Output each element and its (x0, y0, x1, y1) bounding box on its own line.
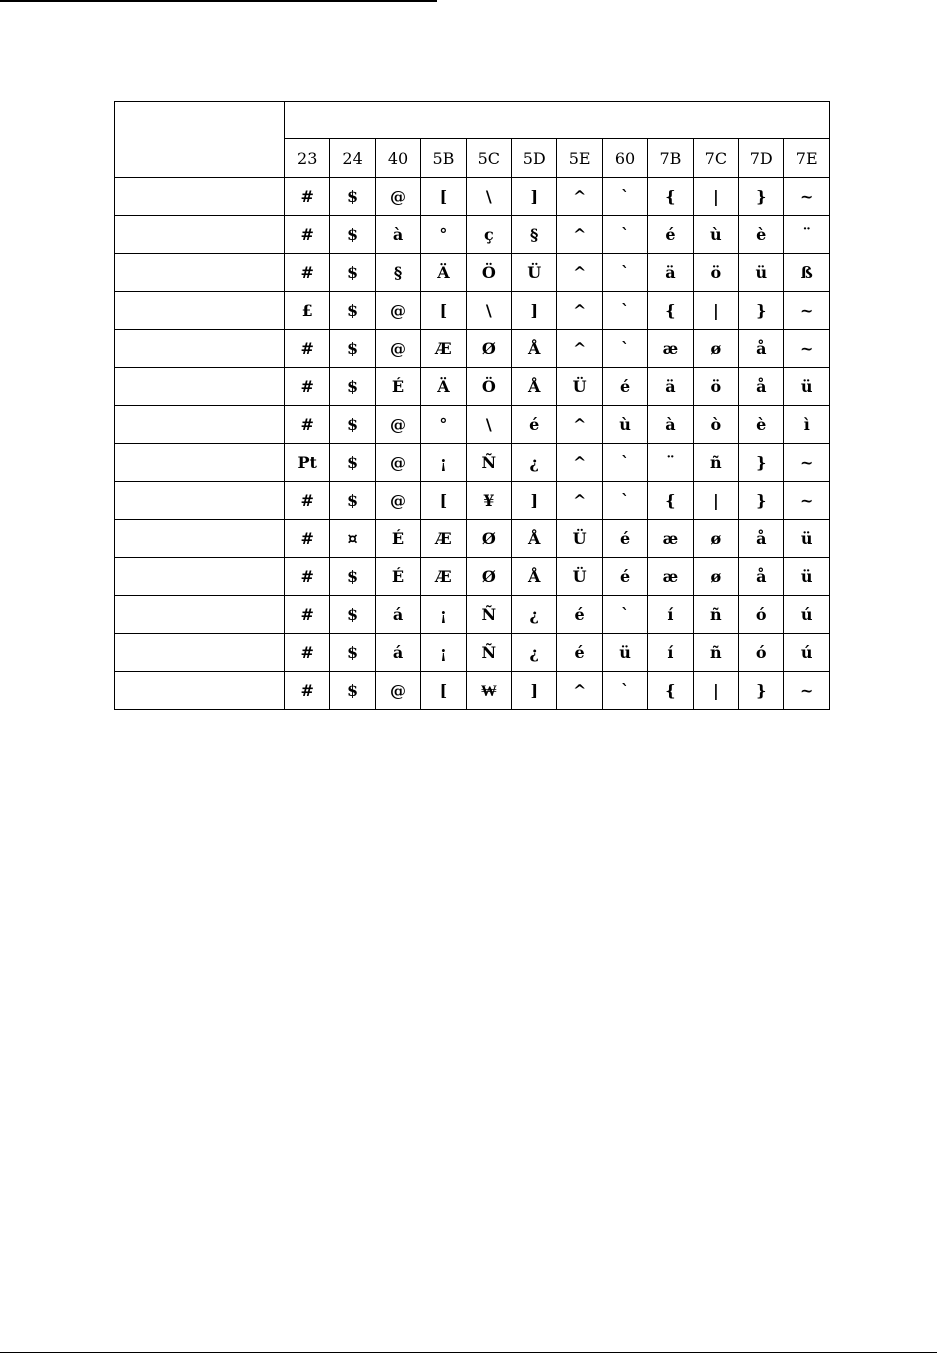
character-cell: ö (693, 368, 738, 406)
character-cell: ¡ (421, 634, 466, 672)
character-cell: ù (602, 406, 647, 444)
international-character-set-table (114, 101, 830, 710)
character-cell: É (375, 368, 420, 406)
character-cell: Ñ (466, 634, 511, 672)
character-cell: å (739, 520, 784, 558)
character-cell: Pt (285, 444, 330, 482)
character-cell: ~ (784, 444, 830, 482)
character-cell: # (285, 634, 330, 672)
character-cell: @ (375, 406, 420, 444)
character-cell: @ (375, 444, 420, 482)
row-label-cell (115, 482, 285, 520)
character-cell: ^ (557, 292, 602, 330)
character-cell: $ (330, 254, 375, 292)
character-cell: ñ (693, 634, 738, 672)
character-cell: \ (466, 406, 511, 444)
character-cell: Ñ (466, 596, 511, 634)
character-cell: # (285, 672, 330, 710)
character-cell: ] (512, 482, 557, 520)
character-cell: [ (421, 672, 466, 710)
character-cell: § (512, 216, 557, 254)
character-cell: Ø (466, 558, 511, 596)
character-cell: \ (466, 178, 511, 216)
character-cell: ¿ (512, 444, 557, 482)
character-cell: ° (421, 406, 466, 444)
character-cell: ] (512, 178, 557, 216)
character-cell: å (739, 330, 784, 368)
character-cell: Ü (557, 558, 602, 596)
character-cell: ~ (784, 178, 830, 216)
hex-code-header-cell: 7C (693, 139, 738, 178)
character-cell: ~ (784, 330, 830, 368)
row-label-cell (115, 368, 285, 406)
row-label-cell (115, 254, 285, 292)
character-cell: ~ (784, 482, 830, 520)
character-cell: ^ (557, 254, 602, 292)
character-cell: Ö (466, 368, 511, 406)
row-label-cell (115, 444, 285, 482)
character-cell: á (375, 634, 420, 672)
character-cell: ø (693, 520, 738, 558)
character-cell: é (512, 406, 557, 444)
character-cell: ó (739, 596, 784, 634)
character-cell: í (648, 596, 693, 634)
character-cell: É (375, 520, 420, 558)
table-row (115, 368, 830, 406)
character-cell: § (375, 254, 420, 292)
character-cell: } (739, 178, 784, 216)
character-cell: @ (375, 292, 420, 330)
character-cell: Ñ (466, 444, 511, 482)
row-label-cell (115, 406, 285, 444)
character-cell: } (739, 444, 784, 482)
character-cell: á (375, 596, 420, 634)
hex-code-header-cell: 60 (602, 139, 647, 178)
character-cell: è (739, 216, 784, 254)
character-cell: @ (375, 178, 420, 216)
row-label-cell (115, 558, 285, 596)
character-cell: | (693, 672, 738, 710)
character-cell: @ (375, 482, 420, 520)
table-row (115, 216, 830, 254)
character-cell: ü (784, 558, 830, 596)
table-row (115, 444, 830, 482)
character-cell: [ (421, 178, 466, 216)
table-row (115, 292, 830, 330)
table-header-row (115, 102, 830, 139)
character-cell: $ (330, 634, 375, 672)
character-cell: Æ (421, 520, 466, 558)
table-row (115, 596, 830, 634)
character-cell: ß (784, 254, 830, 292)
character-cell: ñ (693, 444, 738, 482)
character-cell: é (557, 596, 602, 634)
character-cell: [ (421, 482, 466, 520)
character-cell: à (648, 406, 693, 444)
character-cell: æ (648, 520, 693, 558)
character-cell: Ø (466, 330, 511, 368)
character-cell: } (739, 482, 784, 520)
table-row (115, 520, 830, 558)
character-cell: ó (739, 634, 784, 672)
character-cell: ç (466, 216, 511, 254)
character-cell: à (375, 216, 420, 254)
character-cell: ú (784, 634, 830, 672)
character-cell: [ (421, 292, 466, 330)
character-cell: ¡ (421, 444, 466, 482)
character-cell: { (648, 482, 693, 520)
character-cell: # (285, 558, 330, 596)
character-cell: $ (330, 178, 375, 216)
character-cell: ~ (784, 292, 830, 330)
character-cell: } (739, 672, 784, 710)
character-cell: é (557, 634, 602, 672)
character-cell: É (375, 558, 420, 596)
character-cell: Ä (421, 254, 466, 292)
table-row (115, 672, 830, 710)
hex-code-header-cell: 5C (466, 139, 511, 178)
character-cell: ü (784, 520, 830, 558)
character-cell: é (648, 216, 693, 254)
character-cell: ` (602, 330, 647, 368)
character-cell: ` (602, 254, 647, 292)
character-cell: ₩ (466, 672, 511, 710)
row-label-cell (115, 672, 285, 710)
bottom-rule (0, 1352, 937, 1353)
row-label-cell (115, 634, 285, 672)
table-body (115, 178, 830, 710)
character-cell: æ (648, 558, 693, 596)
row-label-cell (115, 596, 285, 634)
hex-code-header-cell: 23 (285, 139, 330, 178)
hex-code-header-cell: 7E (784, 139, 830, 178)
table-row (115, 482, 830, 520)
character-cell: Å (512, 558, 557, 596)
character-cell: ù (693, 216, 738, 254)
character-cell: $ (330, 596, 375, 634)
hex-code-header-cell: 7D (739, 139, 784, 178)
character-cell: | (693, 292, 738, 330)
table-row (115, 558, 830, 596)
character-cell: $ (330, 672, 375, 710)
character-cell: $ (330, 292, 375, 330)
table-row (115, 330, 830, 368)
hex-code-header-cell: 40 (375, 139, 420, 178)
character-cell: ^ (557, 330, 602, 368)
character-cell: # (285, 368, 330, 406)
hex-code-header-cell: 24 (330, 139, 375, 178)
table-header-span-cell (285, 102, 830, 139)
character-cell: # (285, 406, 330, 444)
character-cell: ¡ (421, 596, 466, 634)
row-label-cell (115, 216, 285, 254)
character-cell: ^ (557, 672, 602, 710)
character-cell: $ (330, 444, 375, 482)
character-cell: @ (375, 330, 420, 368)
character-cell: { (648, 672, 693, 710)
character-cell: é (602, 368, 647, 406)
character-cell: Ä (421, 368, 466, 406)
character-cell: $ (330, 216, 375, 254)
character-cell: Å (512, 520, 557, 558)
character-cell: ^ (557, 406, 602, 444)
character-cell: ` (602, 596, 647, 634)
character-cell: å (739, 368, 784, 406)
character-cell: ° (421, 216, 466, 254)
top-rule (0, 0, 437, 2)
character-cell: ü (602, 634, 647, 672)
character-cell: | (693, 482, 738, 520)
character-cell: ] (512, 292, 557, 330)
row-label-cell (115, 178, 285, 216)
character-cell: Æ (421, 330, 466, 368)
character-cell: ø (693, 558, 738, 596)
character-cell: ^ (557, 482, 602, 520)
character-cell: Ø (466, 520, 511, 558)
character-cell: $ (330, 406, 375, 444)
character-cell: Å (512, 368, 557, 406)
character-cell: ~ (784, 672, 830, 710)
character-cell: # (285, 216, 330, 254)
character-cell: ^ (557, 178, 602, 216)
character-cell: ] (512, 672, 557, 710)
character-cell: ¨ (648, 444, 693, 482)
character-cell: ì (784, 406, 830, 444)
character-cell: ` (602, 672, 647, 710)
table-row (115, 634, 830, 672)
character-cell: @ (375, 672, 420, 710)
character-cell: é (602, 558, 647, 596)
row-label-cell (115, 292, 285, 330)
character-cell: $ (330, 482, 375, 520)
character-cell: ¿ (512, 596, 557, 634)
hex-code-header-cell: 5E (557, 139, 602, 178)
character-cell: # (285, 254, 330, 292)
character-cell: ¤ (330, 520, 375, 558)
row-label-cell (115, 330, 285, 368)
character-cell: ^ (557, 216, 602, 254)
character-cell: ` (602, 482, 647, 520)
character-cell: í (648, 634, 693, 672)
character-cell: { (648, 292, 693, 330)
character-cell: $ (330, 330, 375, 368)
row-label-cell (115, 520, 285, 558)
character-cell: £ (285, 292, 330, 330)
character-cell: ¥ (466, 482, 511, 520)
character-cell: # (285, 482, 330, 520)
character-cell: ñ (693, 596, 738, 634)
table-row (115, 406, 830, 444)
character-cell: ä (648, 368, 693, 406)
hex-code-header-cell: 7B (648, 139, 693, 178)
character-cell: ú (784, 596, 830, 634)
character-cell: ` (602, 178, 647, 216)
character-cell: é (602, 520, 647, 558)
character-cell: ¨ (784, 216, 830, 254)
character-cell: } (739, 292, 784, 330)
character-cell: å (739, 558, 784, 596)
character-cell: # (285, 178, 330, 216)
character-cell: Æ (421, 558, 466, 596)
character-cell: ö (693, 254, 738, 292)
character-cell: Ü (512, 254, 557, 292)
character-cell: ò (693, 406, 738, 444)
character-cell: è (739, 406, 784, 444)
character-cell: | (693, 178, 738, 216)
character-cell: ø (693, 330, 738, 368)
character-cell: Ü (557, 368, 602, 406)
character-cell: ^ (557, 444, 602, 482)
character-cell: Å (512, 330, 557, 368)
character-cell: ` (602, 216, 647, 254)
character-cell: { (648, 178, 693, 216)
character-cell: ` (602, 292, 647, 330)
character-cell: ` (602, 444, 647, 482)
table-corner-cell (115, 102, 285, 178)
character-cell: æ (648, 330, 693, 368)
character-cell: Ö (466, 254, 511, 292)
hex-code-header-cell: 5B (421, 139, 466, 178)
character-cell: # (285, 596, 330, 634)
hex-code-header-cell: 5D (512, 139, 557, 178)
character-cell: $ (330, 558, 375, 596)
table-row (115, 254, 830, 292)
character-cell: $ (330, 368, 375, 406)
character-cell: # (285, 330, 330, 368)
table-row (115, 178, 830, 216)
character-cell: \ (466, 292, 511, 330)
character-cell: Ü (557, 520, 602, 558)
character-cell: ü (739, 254, 784, 292)
character-cell: ü (784, 368, 830, 406)
character-cell: ¿ (512, 634, 557, 672)
character-cell: ä (648, 254, 693, 292)
character-cell: # (285, 520, 330, 558)
